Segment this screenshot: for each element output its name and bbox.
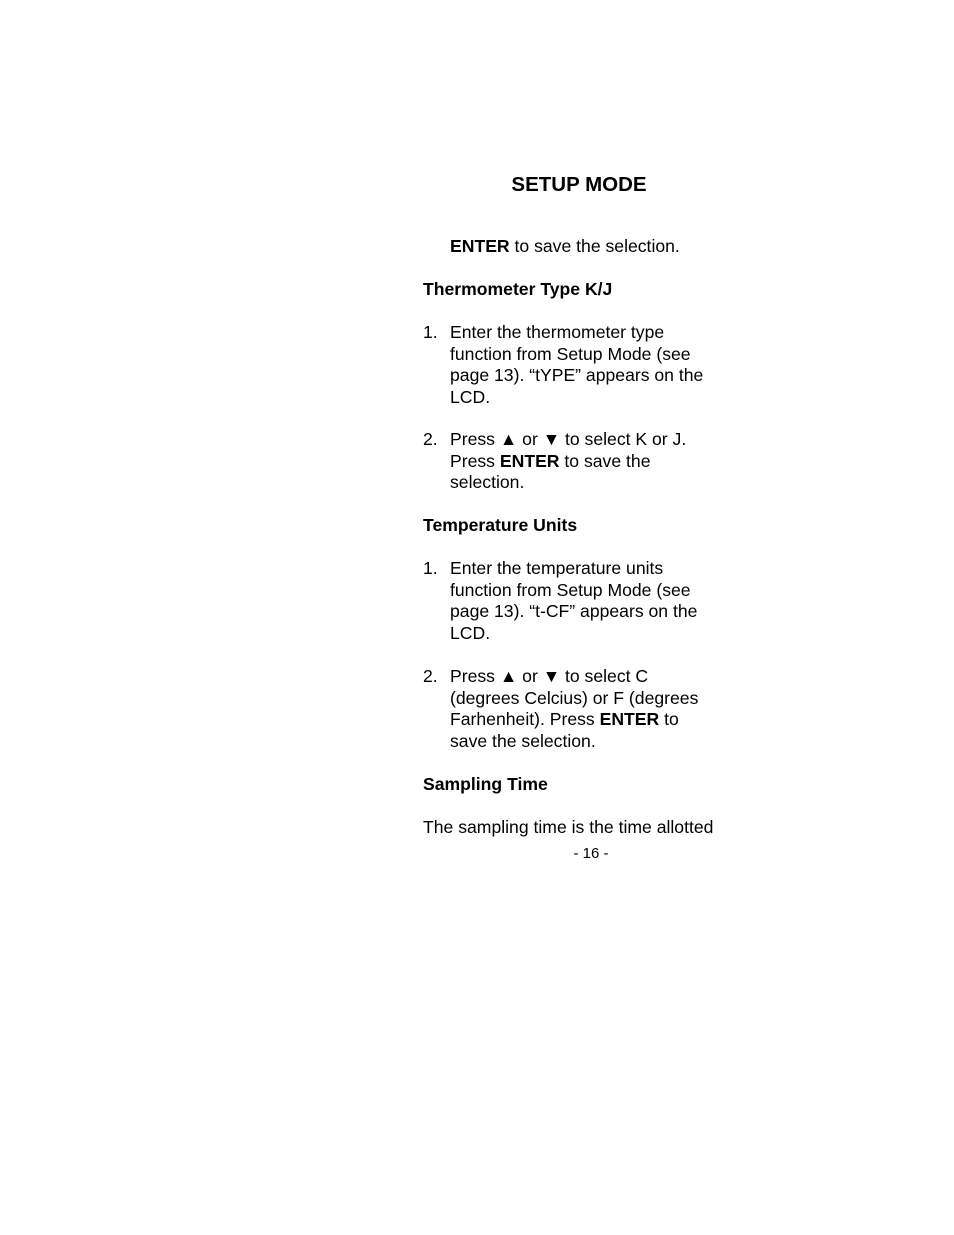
temperature-step2-line: Press ▲ or ▼ to select C bbox=[450, 666, 649, 686]
temperature-step2-line bbox=[450, 709, 679, 731]
page-number: - 16 - bbox=[573, 845, 609, 862]
temperature-step2-number: 2. bbox=[423, 666, 438, 686]
temperature-step1-line: Enter the temperature units bbox=[450, 558, 664, 578]
thermometer-step1-line: LCD. bbox=[450, 386, 491, 407]
thermometer-step1-line: page 13). “tYPE” appears on the bbox=[450, 365, 704, 385]
thermometer-step2-line: selection. bbox=[450, 472, 525, 492]
enter-key-label: ENTER bbox=[450, 236, 510, 256]
temperature-step1-line: page 13). “t-CF” appears on the bbox=[450, 601, 698, 621]
thermometer-heading: Thermometer Type K/J bbox=[423, 279, 613, 299]
step-text: Farhenheit). Press bbox=[450, 709, 600, 729]
intro-text: to save the selection. bbox=[509, 236, 680, 256]
temperature-step1-number: 1. bbox=[423, 558, 438, 578]
thermometer-step2-number: 2. bbox=[423, 429, 438, 449]
step-text: Press bbox=[450, 450, 500, 471]
temperature-step2-line: (degrees Celcius) or F (degrees bbox=[450, 687, 699, 708]
temperature-step2-line: save the selection. bbox=[450, 730, 596, 751]
sampling-heading: Sampling Time bbox=[423, 774, 548, 794]
step-text: to bbox=[659, 709, 679, 729]
enter-key-label: ENTER bbox=[599, 709, 660, 729]
temperature-heading: Temperature Units bbox=[423, 515, 578, 535]
thermometer-step1-line: Enter the thermometer type bbox=[450, 322, 665, 342]
section-title: SETUP MODE bbox=[511, 173, 647, 196]
thermometer-step2-line bbox=[450, 451, 650, 473]
step-text: to save the bbox=[559, 450, 651, 471]
temperature-step1-line: LCD. bbox=[450, 622, 491, 643]
intro-line bbox=[450, 236, 680, 258]
thermometer-step1-number: 1. bbox=[423, 322, 438, 342]
temperature-step1-line: function from Setup Mode (see bbox=[450, 579, 691, 600]
sampling-text: The sampling time is the time allotted bbox=[423, 817, 714, 837]
thermometer-step2-line: Press ▲ or ▼ to select K or J. bbox=[450, 429, 687, 449]
enter-key-label: ENTER bbox=[499, 450, 560, 471]
thermometer-step1-line: function from Setup Mode (see bbox=[450, 343, 691, 364]
